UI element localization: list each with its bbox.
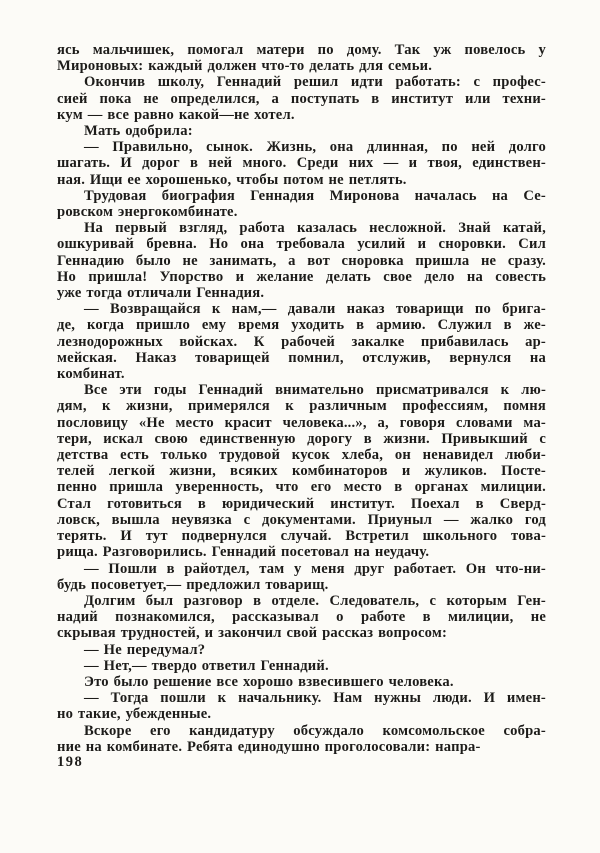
paragraph	[57, 382, 546, 560]
text-line: сией пока не определился, а поступать в институт или техни-	[57, 90, 546, 107]
text-line: лезнодорожных войсках. К рабочей закалке прибавилась ар-	[57, 333, 546, 350]
paragraph	[57, 123, 546, 139]
text-line: — Правильно, сынок. Жизнь, она длинная, по ней долго	[84, 139, 546, 156]
paragraph	[57, 658, 546, 674]
text-line: пенно пришла уверенность, что его место в органах милиции.	[57, 479, 546, 496]
text-line: — Не передумал?	[84, 641, 206, 658]
text-line: шагать. И дорог в ней много. Среди них — и твоя, единствен-	[57, 155, 546, 172]
page-number: 198	[57, 754, 84, 770]
text-line: дям, к жизни, примерялся к различным профессиям, помня	[57, 398, 546, 415]
text-line: рища. Разговорились. Геннадий посетовал на неудачу.	[57, 544, 430, 561]
text-line: Окончив школу, Геннадий решил идти работать: с профес-	[84, 74, 546, 91]
text-line: Трудовая биография Геннадия Миронова началась на Се-	[84, 187, 546, 204]
text-line: Это было решение все хорошо взвесившего человека.	[84, 673, 454, 690]
text-line: ная. Ищи ее хорошенько, чтобы потом не петлять.	[57, 171, 407, 188]
text-line: мейская. Наказ товарищей помнил, отслужив, вернулся на	[57, 349, 546, 366]
text-line: ошкуривай бревна. Но она требовала усилий и сноровки. Сил	[57, 236, 546, 253]
text-line: телей легкой жизни, всяких комбинаторов и жуликов. Посте-	[57, 463, 546, 480]
text-line: комбинат.	[57, 366, 125, 383]
paragraph	[57, 139, 546, 188]
text-line: но такие, убежденные.	[57, 706, 212, 723]
text-line: Все эти годы Геннадий внимательно присматривался к лю-	[84, 382, 546, 399]
text-line: кум — все равно какой—не хотел.	[57, 106, 295, 123]
text-line: — Пошли в райотдел, там у меня друг работает. Он что-ни-	[84, 560, 546, 577]
text-line: тери, искал свою единственную дорогу в жизни. Привыкший с	[57, 430, 546, 447]
text-line: ясь мальчишек, помогал матери по дому. Так уж повелось у	[57, 42, 546, 58]
text-line: Геннадию было не занимать, а вот сноровка пришла не сразу.	[57, 252, 546, 269]
text-line: детства есть только трудовой кусок хлеба, он ненавидел люби-	[57, 447, 546, 464]
text-line: Мироновых: каждый должен что-то делать для семьи.	[57, 58, 433, 75]
text-line: Долгим был разговор в отделе. Следователь, с которым Ген-	[84, 592, 546, 609]
paragraph	[57, 642, 546, 658]
text-line: скрывая трудностей, и закончил свой рассказ вопросом:	[57, 625, 448, 642]
text-line: ровском энергокомбинате.	[57, 204, 238, 221]
paragraph	[57, 674, 546, 690]
text-line: Стал готовиться в юридический институт. Поехал в Сверд-	[57, 495, 546, 512]
text-line: будь посоветует,— предложил товарищ.	[57, 576, 329, 593]
text-line: Но пришла! Упорство и желание делать свое дело на совесть	[57, 268, 546, 285]
text-line: терять. И тут подвернулся случай. Встретил школьного това-	[57, 528, 546, 545]
paragraph	[57, 593, 546, 642]
text-line: — Тогда пошли к начальнику. Нам нужны люди. И имен-	[84, 690, 546, 707]
text-line: уже тогда отличали Геннадия.	[57, 285, 265, 302]
paragraph	[57, 42, 546, 74]
paragraph	[57, 690, 546, 722]
text-line: — Нет,— твердо ответил Геннадий.	[84, 657, 329, 674]
text-line: ловск, вышла неувязка с документами. Приуныл — жалко год	[57, 511, 546, 528]
text-line: На первый взгляд, работа казалась несложной. Знай катай,	[84, 220, 546, 237]
paragraph	[57, 723, 546, 755]
text-block	[57, 42, 546, 755]
paragraph	[57, 561, 546, 593]
paragraph	[57, 301, 546, 382]
text-line: Мать одобрила:	[84, 123, 193, 140]
text-line: де, когда пришло ему время уходить в армию. Служил в же-	[57, 317, 546, 334]
paragraph	[57, 220, 546, 301]
text-line: — Возвращайся к нам,— давали наказ товарищи по брига-	[84, 301, 546, 318]
paragraph	[57, 74, 546, 123]
text-line: Вскоре его кандидатуру обсуждало комсомольское собра-	[84, 722, 546, 739]
text-line: пословицу «Не место красит человека...», а, говоря словами ма-	[57, 414, 546, 431]
paragraph	[57, 188, 546, 220]
text-line: надий познакомился, рассказывал о работе в милиции, не	[57, 609, 546, 626]
text-line: ние на комбинате. Ребята единодушно проголосовали: напра-	[57, 738, 481, 755]
